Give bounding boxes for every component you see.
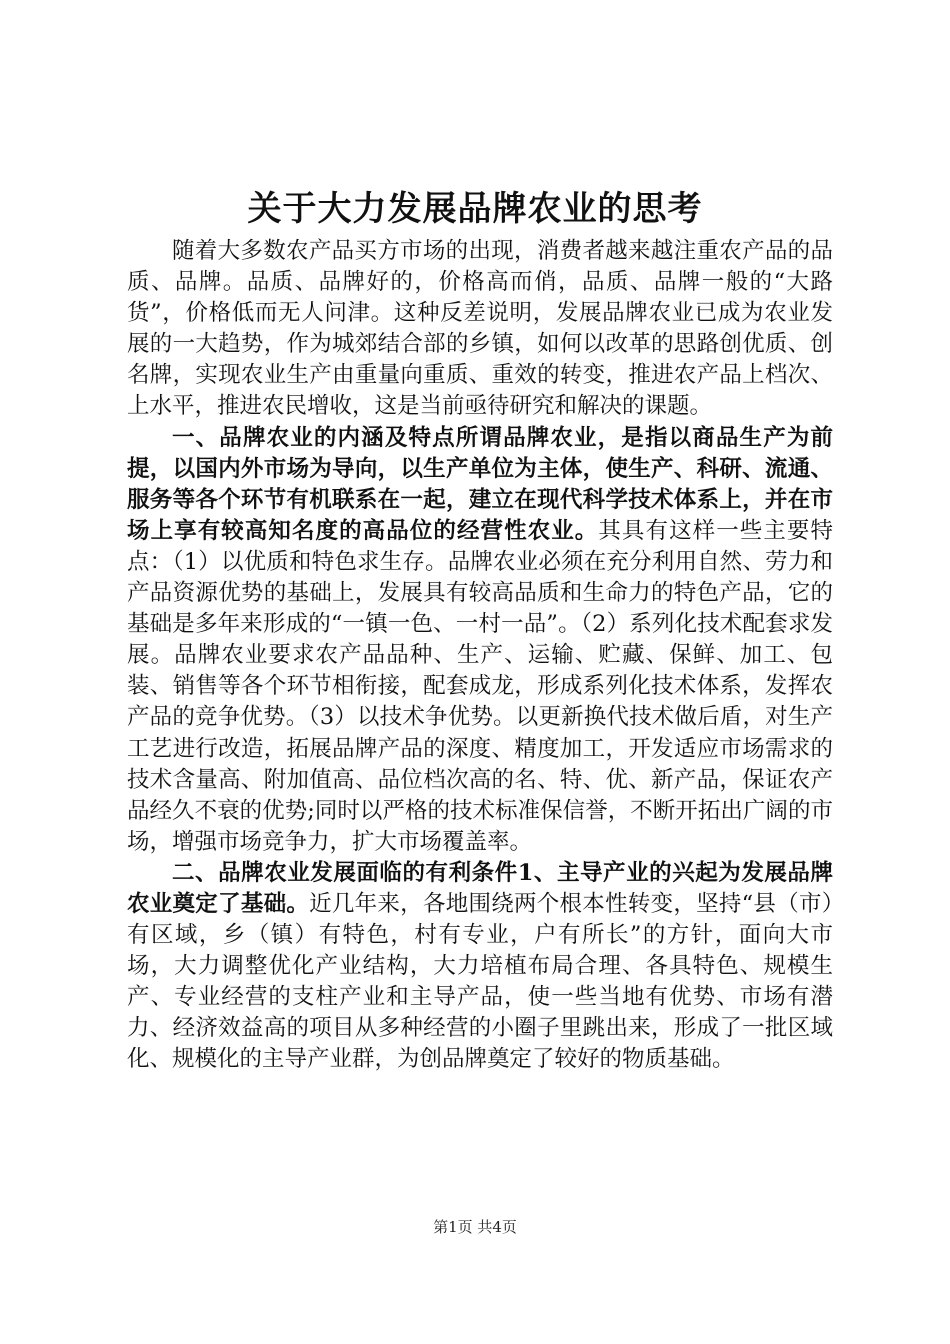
paragraph-text: 随着大多数农产品买方市场的出现，消费者越来越注重农产品的品质、品牌。品质、品牌好的，价格高而俏，品质、品牌一般的“大路货”，价格低而无人问津。这种反差说明，发展品牌农业已成为农业发展的一大趋势，作为城郊结合部的乡镇，如何以改革的思路创优质、创名牌，实现农业生产由重量向重质、重效的转变，推进农产品上档次、上水平，推进农民增收，这是当前亟待研究和解决的课题。 [127, 238, 833, 420]
page-footer: 第1页 共4页 [433, 1218, 517, 1236]
paragraph-heading: 二、品牌农业发展面临的有利条件1、主导产业的兴起为发展品牌农业奠定了基础。 [127, 859, 833, 917]
paragraph-section-2 [127, 858, 833, 1076]
paragraph-intro [127, 236, 833, 423]
paragraph-text: 近几年来，各地围绕两个根本性转变，坚持“县（市）有区域，乡（镇）有特色，村有专业，户有所长”的方针，面向大市场，大力调整优化产业结构，大力培植布局合理、各具特色、规模生产、专业经营的支柱产业和主导产品，使一些当地有优势、市场有潜力、经济效益高的项目从多种经营的小圈子里跳出来，形成了一批区域化、规模化的主导产业群，为创品牌奠定了较好的物质基础。 [127, 890, 833, 1073]
paragraph-section-1 [127, 423, 833, 858]
paragraph-heading: 一、品牌农业的内涵及特点所谓品牌农业，是指以商品生产为前提，以国内外市场为导向，以生产单位为主体，使生产、科研、流通、服务等各个环节有机联系在一起，建立在现代科学技术体系上，并在市场上享有较高知名度的高品位的经营性农业。 [127, 424, 833, 544]
paragraph-text: 其具有这样一些主要特点：（1）以优质和特色求生存。品牌农业必须在充分利用自然、劳力和产品资源优势的基础上，发展具有较高品质和生命力的特色产品，它的基础是多年来形成的“一镇一色、一村一品”。（2）系列化技术配套求发展。品牌农业要求农产品品种、生产、运输、贮藏、保鲜、加工、包装、销售等各个环节相衔接，配套成龙，形成系列化技术体系，发挥农产品的竞争优势。（3）以技术争优势。以更新换代技术做后盾，对生产工艺进行改造，拓展品牌产品的深度、精度加工，开发适应市场需求的技术含量高、附加值高、品位档次高的名、特、优、新产品，保证农产品经久不衰的优势;同时以严格的技术标准保信誉，不断开拓出广阔的市场，增强市场竞争力，扩大市场覆盖率。 [127, 517, 833, 855]
document-title: 关于大力发展品牌农业的思考 [247, 189, 703, 229]
document-body [127, 236, 833, 1076]
